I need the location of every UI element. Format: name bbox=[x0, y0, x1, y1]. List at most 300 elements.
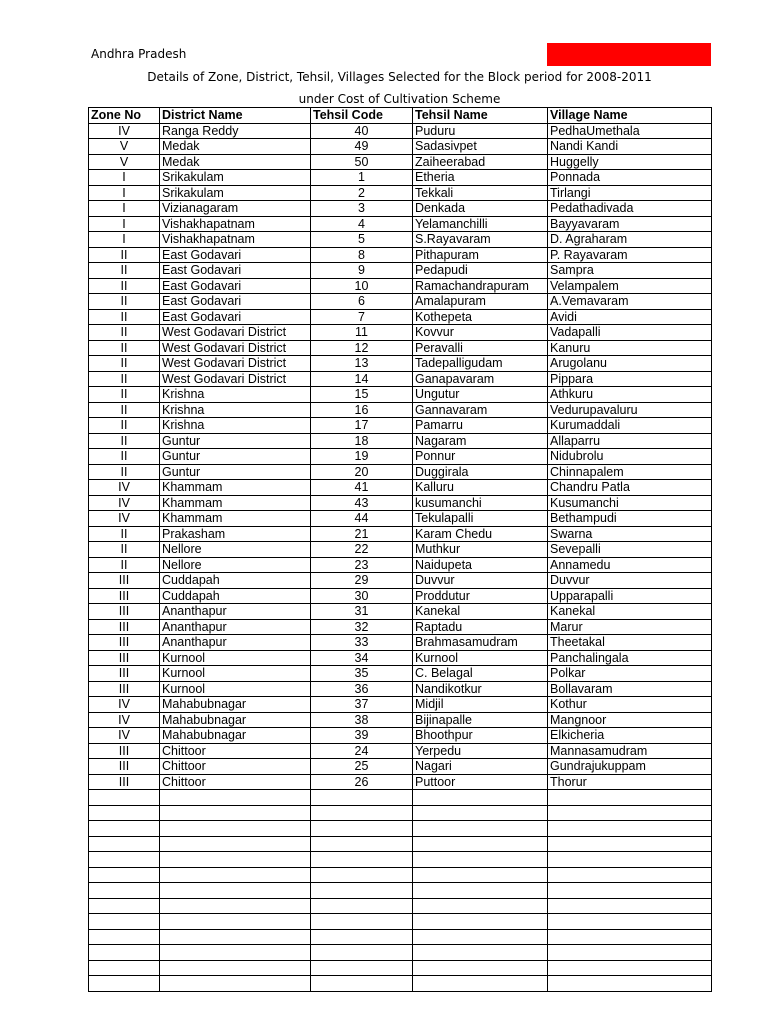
tehsil-code-cell: 8 bbox=[311, 247, 413, 263]
empty-cell bbox=[548, 836, 712, 852]
empty-cell bbox=[89, 976, 160, 992]
table-row bbox=[89, 201, 712, 217]
tehsil-name-cell: Puduru bbox=[413, 123, 548, 139]
village-cell: Huggelly bbox=[548, 154, 712, 170]
tehsil-name-cell: Brahmasamudram bbox=[413, 635, 548, 651]
empty-cell bbox=[89, 821, 160, 837]
tehsil-name-cell: Nagari bbox=[413, 759, 548, 775]
district-cell: Guntur bbox=[160, 464, 311, 480]
villages-table bbox=[88, 107, 712, 992]
tehsil-name-cell: Tekulapalli bbox=[413, 511, 548, 527]
tehsil-name-cell: Ramachandrapuram bbox=[413, 278, 548, 294]
village-cell: Elkicheria bbox=[548, 728, 712, 744]
village-cell: Vadapalli bbox=[548, 325, 712, 341]
tehsil-name-cell: Gannavaram bbox=[413, 402, 548, 418]
zone-cell: IV bbox=[89, 123, 160, 139]
tehsil-name-cell: Puttoor bbox=[413, 774, 548, 790]
tehsil-code-cell: 10 bbox=[311, 278, 413, 294]
village-cell: Nidubrolu bbox=[548, 449, 712, 465]
table-row bbox=[89, 480, 712, 496]
table-row bbox=[89, 278, 712, 294]
empty-cell bbox=[311, 914, 413, 930]
district-cell: Kurnool bbox=[160, 681, 311, 697]
empty-cell bbox=[160, 898, 311, 914]
district-cell: Khammam bbox=[160, 480, 311, 496]
tehsil-name-cell: Kurnool bbox=[413, 650, 548, 666]
empty-cell bbox=[548, 976, 712, 992]
table-row bbox=[89, 170, 712, 186]
tehsil-code-cell: 30 bbox=[311, 588, 413, 604]
district-cell: Chittoor bbox=[160, 774, 311, 790]
empty-cell bbox=[89, 836, 160, 852]
empty-cell bbox=[89, 790, 160, 806]
table-row bbox=[89, 154, 712, 170]
empty-cell bbox=[548, 945, 712, 961]
district-cell: Khammam bbox=[160, 511, 311, 527]
district-cell: Guntur bbox=[160, 433, 311, 449]
state-name: Andhra Pradesh bbox=[91, 47, 187, 61]
empty-cell bbox=[311, 976, 413, 992]
tehsil-name-cell: Nagaram bbox=[413, 433, 548, 449]
empty-table-row bbox=[89, 867, 712, 883]
empty-table-row bbox=[89, 805, 712, 821]
village-cell: Ponnada bbox=[548, 170, 712, 186]
table-row bbox=[89, 619, 712, 635]
empty-cell bbox=[548, 898, 712, 914]
empty-table-row bbox=[89, 821, 712, 837]
zone-cell: V bbox=[89, 154, 160, 170]
empty-cell bbox=[160, 976, 311, 992]
tehsil-code-cell: 24 bbox=[311, 743, 413, 759]
village-cell: Bollavaram bbox=[548, 681, 712, 697]
zone-cell: II bbox=[89, 387, 160, 403]
table-row bbox=[89, 325, 712, 341]
column-header-tehsil-code: Tehsil Code bbox=[311, 108, 413, 124]
tehsil-code-cell: 33 bbox=[311, 635, 413, 651]
column-header-tehsil-name: Tehsil Name bbox=[413, 108, 548, 124]
tehsil-name-cell: kusumanchi bbox=[413, 495, 548, 511]
empty-cell bbox=[413, 960, 548, 976]
empty-cell bbox=[311, 836, 413, 852]
empty-cell bbox=[311, 805, 413, 821]
empty-cell bbox=[413, 898, 548, 914]
zone-cell: II bbox=[89, 433, 160, 449]
zone-cell: III bbox=[89, 666, 160, 682]
village-cell: Kothur bbox=[548, 697, 712, 713]
tehsil-name-cell: Ganapavaram bbox=[413, 371, 548, 387]
tehsil-code-cell: 35 bbox=[311, 666, 413, 682]
tehsil-code-cell: 13 bbox=[311, 356, 413, 372]
empty-cell bbox=[311, 898, 413, 914]
table-row bbox=[89, 666, 712, 682]
tehsil-name-cell: Bhoothpur bbox=[413, 728, 548, 744]
empty-cell bbox=[311, 945, 413, 961]
tehsil-name-cell: Kalluru bbox=[413, 480, 548, 496]
empty-cell bbox=[548, 867, 712, 883]
tehsil-name-cell: Naidupeta bbox=[413, 557, 548, 573]
village-cell: Velampalem bbox=[548, 278, 712, 294]
tehsil-name-cell: Pedapudi bbox=[413, 263, 548, 279]
tehsil-name-cell: Zaiheerabad bbox=[413, 154, 548, 170]
tehsil-code-cell: 44 bbox=[311, 511, 413, 527]
empty-cell bbox=[311, 852, 413, 868]
zone-cell: II bbox=[89, 402, 160, 418]
zone-cell: II bbox=[89, 371, 160, 387]
table-row bbox=[89, 216, 712, 232]
empty-cell bbox=[311, 867, 413, 883]
tehsil-name-cell: Etheria bbox=[413, 170, 548, 186]
tehsil-code-cell: 21 bbox=[311, 526, 413, 542]
district-cell: Nellore bbox=[160, 557, 311, 573]
zone-cell: IV bbox=[89, 697, 160, 713]
district-cell: East Godavari bbox=[160, 278, 311, 294]
tehsil-code-cell: 9 bbox=[311, 263, 413, 279]
red-highlight-block bbox=[547, 43, 711, 66]
zone-cell: II bbox=[89, 294, 160, 310]
district-cell: Krishna bbox=[160, 402, 311, 418]
tehsil-code-cell: 6 bbox=[311, 294, 413, 310]
empty-cell bbox=[160, 929, 311, 945]
tehsil-code-cell: 1 bbox=[311, 170, 413, 186]
tehsil-code-cell: 3 bbox=[311, 201, 413, 217]
zone-cell: II bbox=[89, 263, 160, 279]
zone-cell: I bbox=[89, 185, 160, 201]
village-cell: Mangnoor bbox=[548, 712, 712, 728]
tehsil-code-cell: 14 bbox=[311, 371, 413, 387]
district-cell: Ananthapur bbox=[160, 604, 311, 620]
empty-cell bbox=[89, 883, 160, 899]
district-cell: Chittoor bbox=[160, 759, 311, 775]
district-cell: East Godavari bbox=[160, 309, 311, 325]
tehsil-code-cell: 40 bbox=[311, 123, 413, 139]
zone-cell: II bbox=[89, 526, 160, 542]
village-cell: Kanekal bbox=[548, 604, 712, 620]
table-row bbox=[89, 309, 712, 325]
empty-table-row bbox=[89, 945, 712, 961]
district-cell: Prakasham bbox=[160, 526, 311, 542]
empty-table-row bbox=[89, 883, 712, 899]
table-row bbox=[89, 464, 712, 480]
district-cell: Ranga Reddy bbox=[160, 123, 311, 139]
empty-cell bbox=[160, 821, 311, 837]
tehsil-code-cell: 43 bbox=[311, 495, 413, 511]
tehsil-name-cell: Pamarru bbox=[413, 418, 548, 434]
empty-cell bbox=[311, 929, 413, 945]
tehsil-name-cell: Duvvur bbox=[413, 573, 548, 589]
table-row bbox=[89, 418, 712, 434]
empty-cell bbox=[413, 883, 548, 899]
tehsil-code-cell: 29 bbox=[311, 573, 413, 589]
village-cell: Vedurupavaluru bbox=[548, 402, 712, 418]
village-cell: Sampra bbox=[548, 263, 712, 279]
zone-cell: III bbox=[89, 650, 160, 666]
empty-cell bbox=[413, 929, 548, 945]
empty-cell bbox=[311, 790, 413, 806]
district-cell: East Godavari bbox=[160, 294, 311, 310]
empty-cell bbox=[413, 945, 548, 961]
tehsil-name-cell: Ponnur bbox=[413, 449, 548, 465]
empty-cell bbox=[89, 945, 160, 961]
district-cell: Krishna bbox=[160, 418, 311, 434]
empty-cell bbox=[160, 867, 311, 883]
village-cell: Duvvur bbox=[548, 573, 712, 589]
tehsil-name-cell: Ungutur bbox=[413, 387, 548, 403]
empty-table-row bbox=[89, 898, 712, 914]
tehsil-name-cell: Pithapuram bbox=[413, 247, 548, 263]
empty-cell bbox=[413, 805, 548, 821]
empty-table-row bbox=[89, 929, 712, 945]
district-cell: Guntur bbox=[160, 449, 311, 465]
village-cell: Gundrajukuppam bbox=[548, 759, 712, 775]
table-row bbox=[89, 728, 712, 744]
tehsil-name-cell: S.Rayavaram bbox=[413, 232, 548, 248]
table-row bbox=[89, 185, 712, 201]
district-cell: East Godavari bbox=[160, 263, 311, 279]
tehsil-code-cell: 49 bbox=[311, 139, 413, 155]
tehsil-name-cell: Karam Chedu bbox=[413, 526, 548, 542]
district-cell: West Godavari District bbox=[160, 340, 311, 356]
village-cell: Arugolanu bbox=[548, 356, 712, 372]
zone-cell: III bbox=[89, 588, 160, 604]
village-cell: Chandru Patla bbox=[548, 480, 712, 496]
zone-cell: II bbox=[89, 325, 160, 341]
zone-cell: V bbox=[89, 139, 160, 155]
tehsil-name-cell: Tadepalligudam bbox=[413, 356, 548, 372]
empty-cell bbox=[160, 852, 311, 868]
village-cell: Bayyavaram bbox=[548, 216, 712, 232]
table-row bbox=[89, 526, 712, 542]
table-row bbox=[89, 123, 712, 139]
zone-cell: IV bbox=[89, 511, 160, 527]
tehsil-name-cell: Muthkur bbox=[413, 542, 548, 558]
tehsil-name-cell: Sadasivpet bbox=[413, 139, 548, 155]
empty-cell bbox=[160, 836, 311, 852]
district-cell: Krishna bbox=[160, 387, 311, 403]
district-cell: West Godavari District bbox=[160, 325, 311, 341]
column-header-zone: Zone No bbox=[89, 108, 160, 124]
district-cell: Medak bbox=[160, 139, 311, 155]
table-row bbox=[89, 371, 712, 387]
table-row bbox=[89, 635, 712, 651]
village-cell: Kurumaddali bbox=[548, 418, 712, 434]
village-cell: Pedathadivada bbox=[548, 201, 712, 217]
empty-cell bbox=[548, 929, 712, 945]
tehsil-code-cell: 11 bbox=[311, 325, 413, 341]
tehsil-code-cell: 12 bbox=[311, 340, 413, 356]
table-row bbox=[89, 495, 712, 511]
village-cell: Sevepalli bbox=[548, 542, 712, 558]
tehsil-code-cell: 17 bbox=[311, 418, 413, 434]
district-cell: Cuddapah bbox=[160, 573, 311, 589]
district-cell: Kurnool bbox=[160, 650, 311, 666]
district-cell: Mahabubnagar bbox=[160, 697, 311, 713]
tehsil-code-cell: 23 bbox=[311, 557, 413, 573]
zone-cell: IV bbox=[89, 480, 160, 496]
tehsil-code-cell: 50 bbox=[311, 154, 413, 170]
table-row bbox=[89, 247, 712, 263]
table-row bbox=[89, 232, 712, 248]
zone-cell: III bbox=[89, 759, 160, 775]
empty-cell bbox=[548, 790, 712, 806]
tehsil-code-cell: 15 bbox=[311, 387, 413, 403]
empty-table-row bbox=[89, 836, 712, 852]
village-cell: Bethampudi bbox=[548, 511, 712, 527]
table-row bbox=[89, 557, 712, 573]
table-row bbox=[89, 294, 712, 310]
empty-cell bbox=[548, 821, 712, 837]
tehsil-code-cell: 20 bbox=[311, 464, 413, 480]
table-row bbox=[89, 387, 712, 403]
zone-cell: I bbox=[89, 232, 160, 248]
village-cell: Thorur bbox=[548, 774, 712, 790]
empty-cell bbox=[160, 883, 311, 899]
zone-cell: II bbox=[89, 278, 160, 294]
village-cell: D. Agraharam bbox=[548, 232, 712, 248]
zone-cell: II bbox=[89, 418, 160, 434]
village-cell: Polkar bbox=[548, 666, 712, 682]
tehsil-name-cell: C. Belagal bbox=[413, 666, 548, 682]
village-cell: Upparapalli bbox=[548, 588, 712, 604]
empty-cell bbox=[89, 867, 160, 883]
tehsil-name-cell: Amalapuram bbox=[413, 294, 548, 310]
table-row bbox=[89, 542, 712, 558]
village-cell: Athkuru bbox=[548, 387, 712, 403]
table-row bbox=[89, 263, 712, 279]
empty-table-row bbox=[89, 852, 712, 868]
empty-cell bbox=[160, 805, 311, 821]
tehsil-name-cell: Proddutur bbox=[413, 588, 548, 604]
tehsil-code-cell: 32 bbox=[311, 619, 413, 635]
empty-table-row bbox=[89, 976, 712, 992]
zone-cell: II bbox=[89, 542, 160, 558]
village-cell: Mannasamudram bbox=[548, 743, 712, 759]
table-row bbox=[89, 402, 712, 418]
table-row bbox=[89, 573, 712, 589]
tehsil-name-cell: Raptadu bbox=[413, 619, 548, 635]
tehsil-name-cell: Kanekal bbox=[413, 604, 548, 620]
tehsil-name-cell: Kovvur bbox=[413, 325, 548, 341]
district-cell: Ananthapur bbox=[160, 619, 311, 635]
tehsil-code-cell: 19 bbox=[311, 449, 413, 465]
tehsil-code-cell: 41 bbox=[311, 480, 413, 496]
empty-cell bbox=[89, 960, 160, 976]
table-row bbox=[89, 712, 712, 728]
district-cell: Srikakulam bbox=[160, 185, 311, 201]
empty-table-row bbox=[89, 914, 712, 930]
village-cell: Theetakal bbox=[548, 635, 712, 651]
district-cell: West Godavari District bbox=[160, 371, 311, 387]
table-row bbox=[89, 588, 712, 604]
empty-cell bbox=[413, 976, 548, 992]
village-cell: Tirlangi bbox=[548, 185, 712, 201]
district-cell: Chittoor bbox=[160, 743, 311, 759]
village-cell: Panchalingala bbox=[548, 650, 712, 666]
district-cell: Vishakhapatnam bbox=[160, 216, 311, 232]
empty-cell bbox=[413, 836, 548, 852]
village-cell: Marur bbox=[548, 619, 712, 635]
tehsil-code-cell: 22 bbox=[311, 542, 413, 558]
column-header-village: Village Name bbox=[548, 108, 712, 124]
tehsil-code-cell: 34 bbox=[311, 650, 413, 666]
table-header-row bbox=[89, 108, 712, 124]
empty-cell bbox=[311, 960, 413, 976]
tehsil-name-cell: Denkada bbox=[413, 201, 548, 217]
document-subtitle: under Cost of Cultivation Scheme bbox=[298, 92, 501, 106]
table-row bbox=[89, 681, 712, 697]
district-cell: Cuddapah bbox=[160, 588, 311, 604]
empty-cell bbox=[89, 929, 160, 945]
zone-cell: I bbox=[89, 170, 160, 186]
tehsil-name-cell: Bijinapalle bbox=[413, 712, 548, 728]
tehsil-code-cell: 25 bbox=[311, 759, 413, 775]
tehsil-code-cell: 5 bbox=[311, 232, 413, 248]
table-row bbox=[89, 511, 712, 527]
tehsil-code-cell: 39 bbox=[311, 728, 413, 744]
empty-cell bbox=[311, 883, 413, 899]
tehsil-code-cell: 31 bbox=[311, 604, 413, 620]
table-row bbox=[89, 139, 712, 155]
village-cell: Kanuru bbox=[548, 340, 712, 356]
tehsil-name-cell: Peravalli bbox=[413, 340, 548, 356]
empty-cell bbox=[413, 867, 548, 883]
zone-cell: II bbox=[89, 247, 160, 263]
table-row bbox=[89, 743, 712, 759]
district-cell: Mahabubnagar bbox=[160, 728, 311, 744]
empty-cell bbox=[548, 960, 712, 976]
table-row bbox=[89, 759, 712, 775]
village-cell: P. Rayavaram bbox=[548, 247, 712, 263]
village-cell: Swarna bbox=[548, 526, 712, 542]
district-cell: Vishakhapatnam bbox=[160, 232, 311, 248]
table-row bbox=[89, 697, 712, 713]
zone-cell: III bbox=[89, 774, 160, 790]
village-cell: Pippara bbox=[548, 371, 712, 387]
empty-cell bbox=[548, 914, 712, 930]
empty-table-row bbox=[89, 960, 712, 976]
tehsil-code-cell: 36 bbox=[311, 681, 413, 697]
tehsil-code-cell: 4 bbox=[311, 216, 413, 232]
zone-cell: I bbox=[89, 201, 160, 217]
empty-cell bbox=[160, 945, 311, 961]
empty-cell bbox=[160, 790, 311, 806]
empty-cell bbox=[89, 914, 160, 930]
zone-cell: II bbox=[89, 464, 160, 480]
document-title: Details of Zone, District, Tehsil, Villages Selected for the Block period for 2008-2011 bbox=[147, 70, 652, 84]
zone-cell: II bbox=[89, 356, 160, 372]
tehsil-name-cell: Yelamanchilli bbox=[413, 216, 548, 232]
district-cell: West Godavari District bbox=[160, 356, 311, 372]
zone-cell: III bbox=[89, 573, 160, 589]
tehsil-code-cell: 18 bbox=[311, 433, 413, 449]
zone-cell: IV bbox=[89, 495, 160, 511]
district-cell: Srikakulam bbox=[160, 170, 311, 186]
district-cell: Mahabubnagar bbox=[160, 712, 311, 728]
tehsil-name-cell: Midjil bbox=[413, 697, 548, 713]
zone-cell: IV bbox=[89, 728, 160, 744]
district-cell: Vizianagaram bbox=[160, 201, 311, 217]
table-row bbox=[89, 650, 712, 666]
empty-cell bbox=[413, 914, 548, 930]
empty-cell bbox=[311, 821, 413, 837]
village-cell: A.Vemavaram bbox=[548, 294, 712, 310]
tehsil-name-cell: Nandikotkur bbox=[413, 681, 548, 697]
village-cell: Nandi Kandi bbox=[548, 139, 712, 155]
table-row bbox=[89, 340, 712, 356]
village-cell: Kusumanchi bbox=[548, 495, 712, 511]
table-row bbox=[89, 433, 712, 449]
empty-cell bbox=[413, 852, 548, 868]
district-cell: Nellore bbox=[160, 542, 311, 558]
